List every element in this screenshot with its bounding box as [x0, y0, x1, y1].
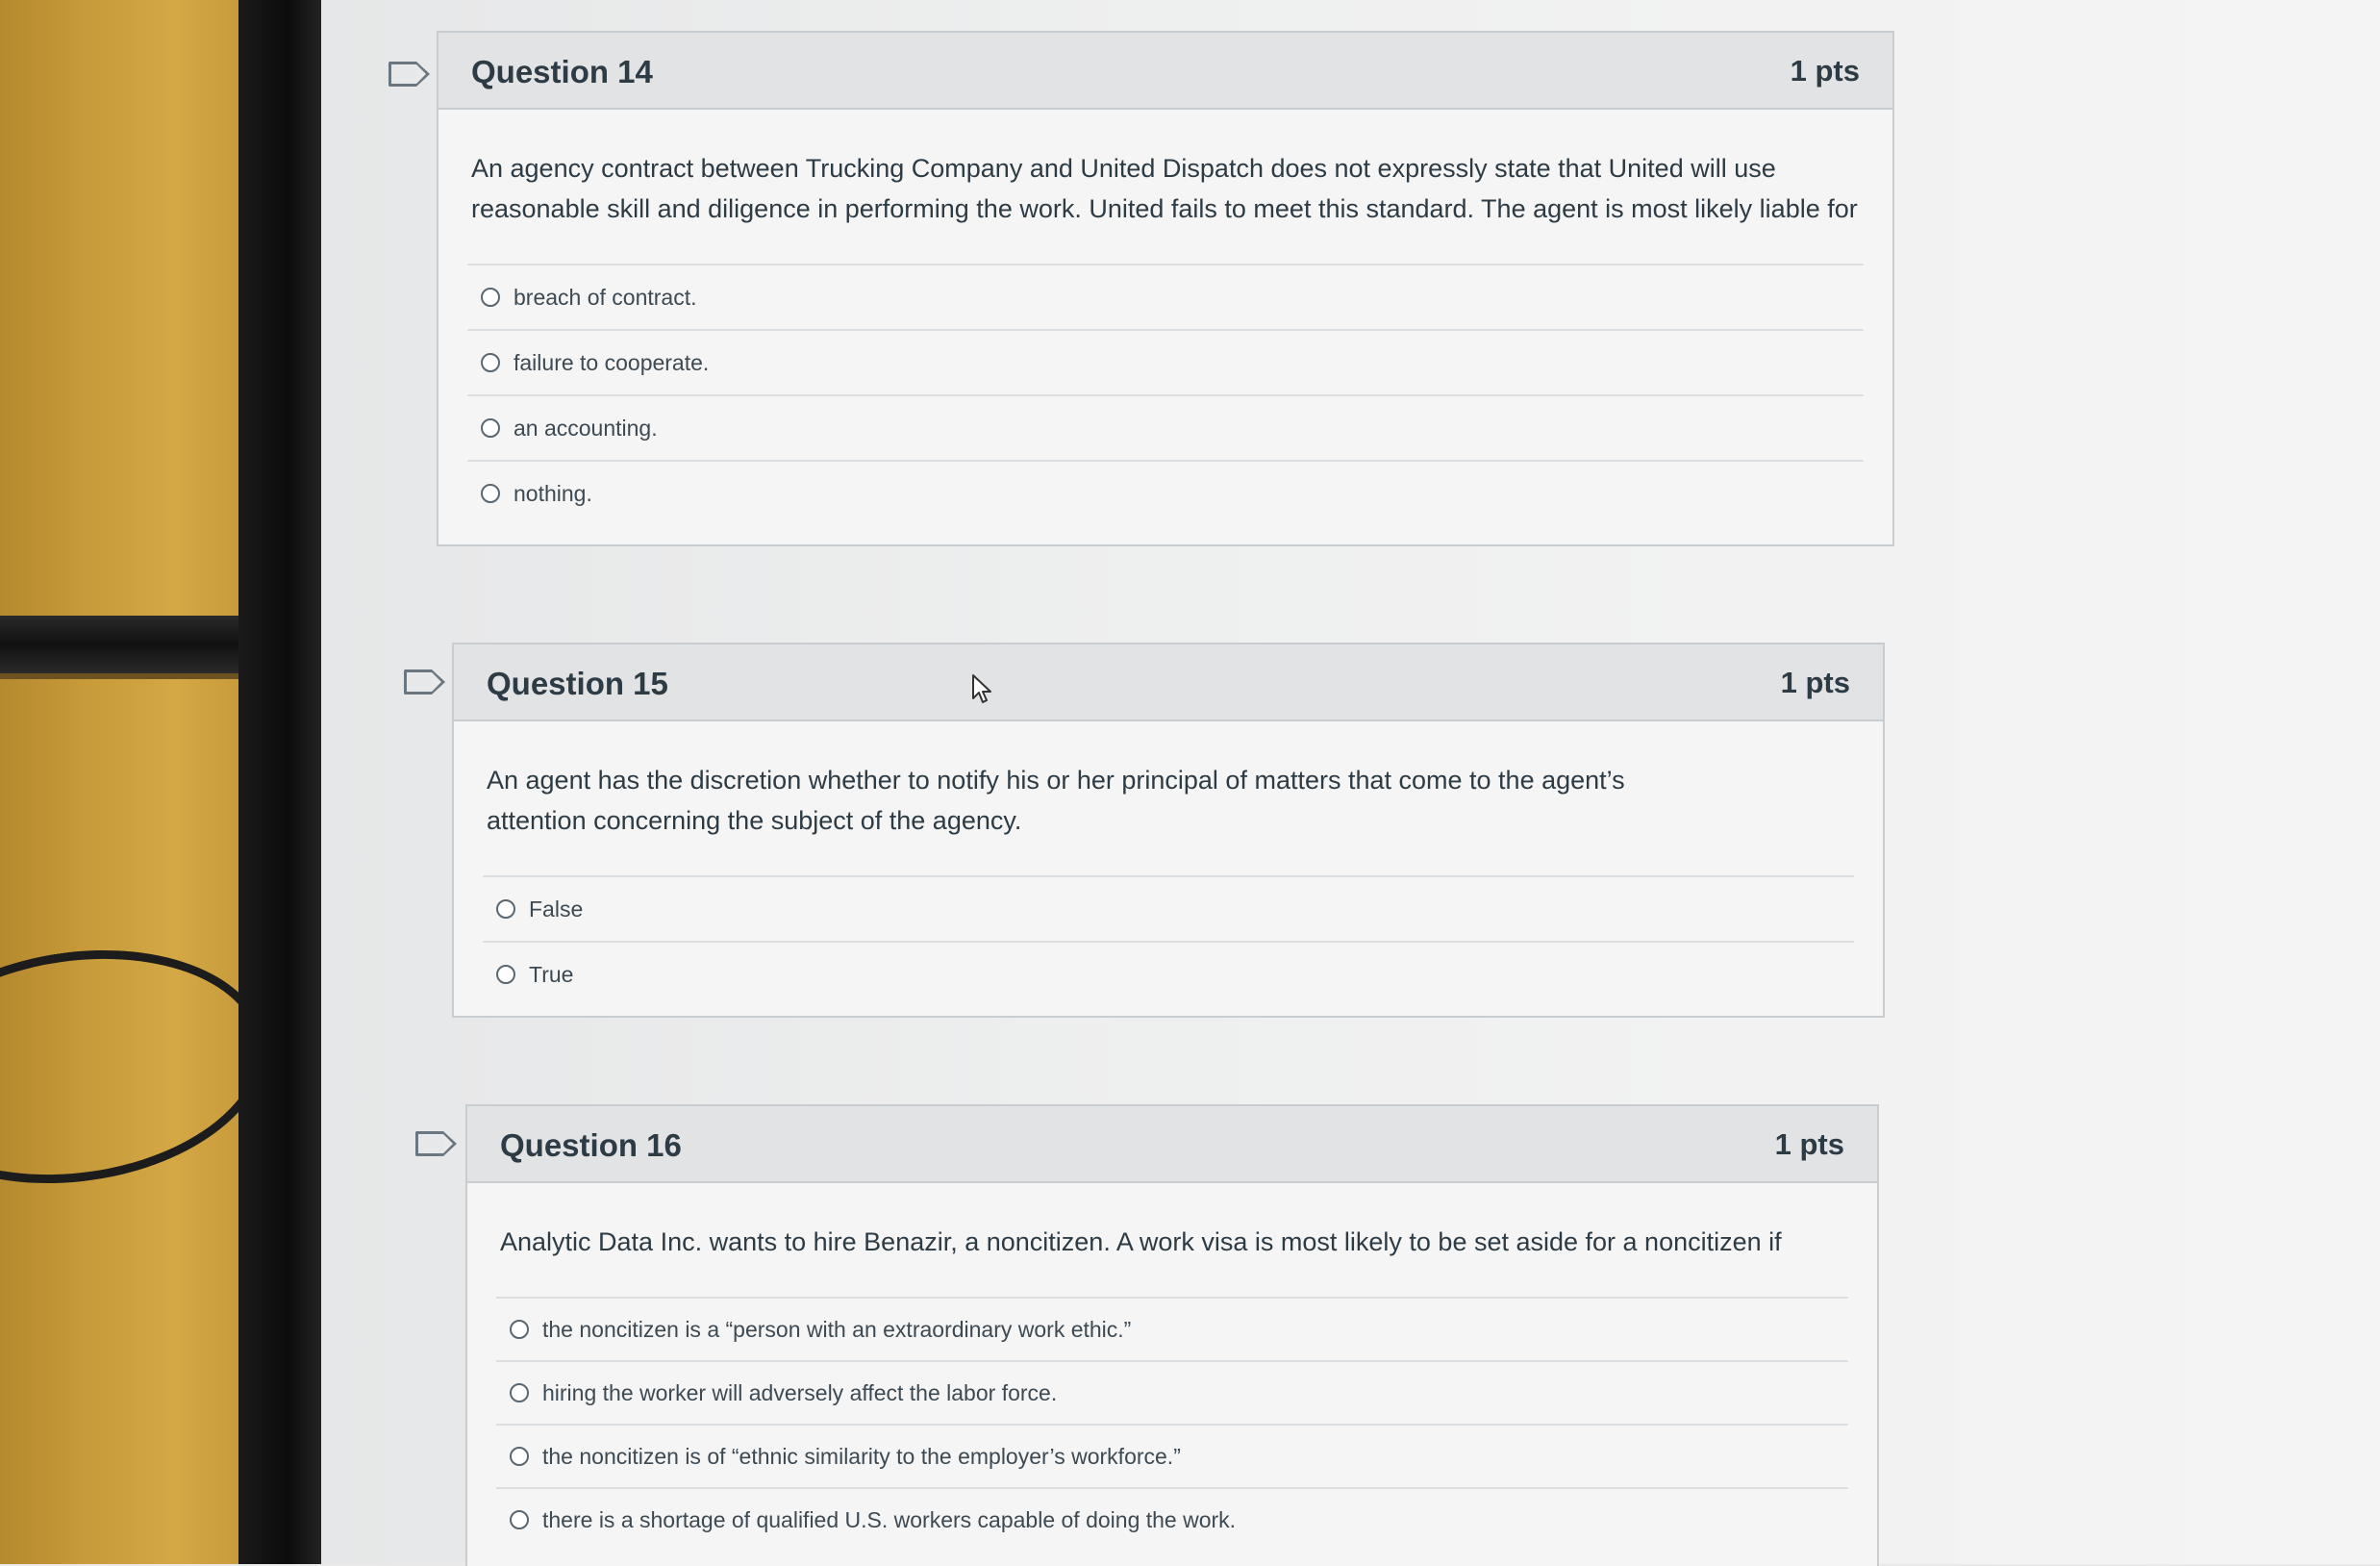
screen	[321, 0, 2380, 1564]
answer-label: True	[529, 961, 574, 987]
radio-button[interactable]	[481, 418, 500, 438]
answer-option[interactable]	[483, 877, 1854, 943]
answer-label: failure to cooperate.	[514, 349, 710, 375]
answer-option[interactable]	[467, 462, 1864, 525]
radio-button[interactable]	[481, 353, 500, 372]
flag-question-icon[interactable]	[388, 62, 416, 87]
desk-edge-shadow	[0, 673, 250, 679]
answer-label: hiring the worker will adversely affect the labor force.	[542, 1379, 1058, 1405]
question-points: 1 pts	[1774, 1127, 1844, 1161]
question-points: 1 pts	[1790, 54, 1860, 88]
answer-label: the noncitizen is a “person with an extraordinary work ethic.”	[542, 1316, 1132, 1342]
question-text: An agency contract between Trucking Company and United Dispatch does not expressly state that United will use reasonable skill and diligence in performing the work. United fails to meet this standard. The agent is most likely liable for	[471, 154, 1858, 223]
question-title: Question 14	[471, 54, 653, 89]
answer-option[interactable]	[496, 1489, 1848, 1551]
radio-button[interactable]	[510, 1447, 529, 1466]
answer-option[interactable]	[467, 265, 1864, 331]
answer-option[interactable]	[483, 943, 1854, 1006]
answer-option[interactable]	[496, 1362, 1848, 1426]
radio-button[interactable]	[496, 965, 515, 984]
radio-button[interactable]	[496, 899, 515, 919]
answer-label: nothing.	[514, 480, 592, 506]
radio-button[interactable]	[481, 288, 500, 307]
mouse-cursor-icon	[971, 673, 994, 706]
question-text: An agent has the discretion whether to notify his or her principal of matters that come to the agent’s attention concerning the subject of the agency.	[487, 766, 1625, 835]
answer-label: there is a shortage of qualified U.S. workers capable of doing the work.	[542, 1506, 1237, 1532]
desk-edge	[0, 616, 250, 673]
desk-background	[0, 0, 250, 1564]
question-title: Question 16	[500, 1127, 682, 1163]
answer-option[interactable]	[496, 1299, 1848, 1362]
answer-label: breach of contract.	[514, 284, 697, 310]
answer-label: False	[529, 896, 584, 922]
answer-label: an accounting.	[514, 415, 658, 441]
question-points: 1 pts	[1780, 666, 1850, 699]
radio-button[interactable]	[481, 484, 500, 503]
question-header	[467, 1106, 1877, 1183]
radio-button[interactable]	[510, 1383, 529, 1402]
radio-button[interactable]	[510, 1510, 529, 1529]
answer-option[interactable]	[496, 1426, 1848, 1489]
answer-option[interactable]	[467, 331, 1864, 396]
question-header	[454, 644, 1883, 721]
answer-list	[496, 1297, 1848, 1551]
question-text: Analytic Data Inc. wants to hire Benazir, a noncitizen. A work visa is most likely to be set aside for a noncitizen if	[500, 1227, 1782, 1256]
flag-question-icon[interactable]	[404, 669, 432, 695]
question-header	[438, 33, 1892, 110]
answer-list	[483, 875, 1854, 1006]
radio-button[interactable]	[510, 1320, 529, 1339]
answer-option[interactable]	[467, 396, 1864, 462]
question-16-card	[465, 1104, 1879, 1566]
answer-list	[467, 264, 1864, 525]
answer-label: the noncitizen is of “ethnic similarity to the employer’s workforce.”	[542, 1443, 1181, 1469]
question-14-card	[437, 31, 1894, 546]
monitor-bezel	[238, 0, 321, 1564]
question-15-card	[452, 643, 1885, 1018]
flag-question-icon[interactable]	[415, 1131, 443, 1156]
question-title: Question 15	[487, 666, 668, 701]
